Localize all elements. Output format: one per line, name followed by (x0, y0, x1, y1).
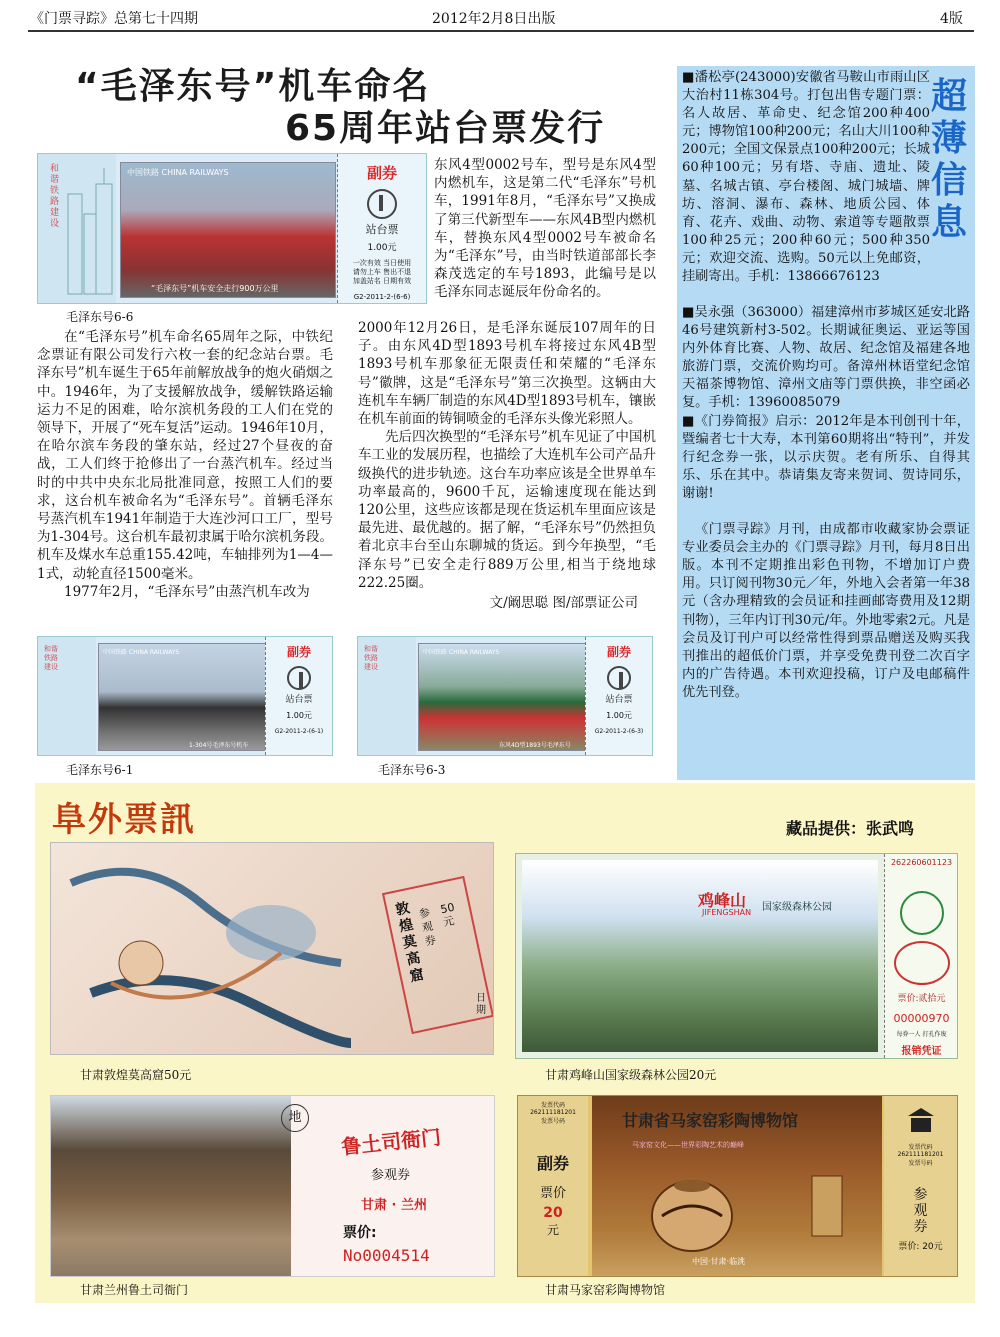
header-rule (28, 30, 974, 32)
majiayao-price-label: 票价 (539, 1186, 566, 1201)
majiayao-fuquan: 副券 (536, 1154, 569, 1173)
ticket-side-art (38, 637, 96, 755)
ticket-serial: G2-2011-2-(6-1) (274, 728, 324, 735)
lutusi-name: 鲁土司衙门 (340, 1124, 443, 1160)
article-col2 (358, 319, 656, 612)
ticket-price: 1.00元 (286, 711, 312, 720)
byline: 文/阚思聪 图/部票证公司 (489, 595, 638, 612)
article-title-line1: “毛泽东号”机车命名 (75, 66, 431, 107)
sidebar-title (929, 76, 969, 244)
page-number: 4版 (940, 11, 963, 27)
fuquan-label: 副券 (366, 164, 397, 182)
railways-label: 中国铁路 CHINA RAILWAYS (423, 649, 500, 656)
photo-caption: 1-304号毛泽东号机车 (189, 742, 249, 749)
collection-provider: 藏品提供：张武鸣 (786, 819, 915, 838)
majiayao-slogan: 马家窑文化——世界彩陶艺术的巅峰 (632, 1141, 744, 1149)
majiayao-location: 中国·甘肃·临洮 (692, 1257, 746, 1266)
photo-caption: 东风4D型1893号毛泽东号 (499, 742, 571, 749)
majiayao-code-2: 262111181201 (897, 1151, 944, 1158)
ticket-side-text: 和谐铁路建设 (44, 645, 58, 671)
sidebar-items-bottom (682, 304, 970, 702)
platform-ticket-label: 站台票 (365, 223, 399, 236)
ticket-stub (265, 637, 332, 755)
sidebar-item-2: ■吴永强（363000）福建漳州市芗城区延安北路46号建筑新村3-502。长期诚征奥运、亚运等国内外体育比赛、人物、故居、纪念馆及福建各地旅游门票，交流价购均可。备漳州林语堂纪念馆天福茶博物馆、漳州文庙等门票供换，非空函必复。手机：13960085079 (682, 305, 970, 411)
fuquan-label: 副券 (606, 645, 631, 659)
caption-6-6: 毛泽东号6-6 (66, 310, 134, 324)
railway-logo-icon (287, 666, 311, 690)
majiayao-code-label: 发票代码 (540, 1102, 565, 1109)
ticket-jifengshan (515, 853, 958, 1059)
article-title-line2: 65周年站台票发行 (285, 108, 606, 149)
platform-ticket-label: 站台票 (285, 695, 313, 705)
ticket-side-art (38, 154, 116, 303)
ticket-side-text: 和谐铁路建设 (364, 645, 378, 671)
lutusi-location: 甘肃 · 兰州 (361, 1198, 427, 1213)
majiayao-num-label-2: 发票号码 (908, 1160, 933, 1167)
majiayao-code: 262111181201 (530, 1109, 576, 1116)
ticket-photo-steam-locomotive (98, 643, 268, 751)
ticket-note: 一次有效 当日使用 请勿上车 售出不退 加盖站名 日期有效 (352, 259, 412, 285)
caption-6-3: 毛泽东号6-3 (378, 763, 446, 777)
info-sidebar (677, 66, 975, 780)
col2-paragraph-bot: 先后四次换型的“毛泽东号”机车见证了中国机车工业的发展历程，也描绘了大连机车公司产品升级换代的进步轨迹。这台车功率应该是全世界单车功率最高的，9600千瓦，运输速度现在能达到120公里，这些应该都是现在货运机车里面应该是最先进、最优越的。据了解，“毛泽东号”仍然担负着北京丰台至山东聊城的货运。到今年换型，“毛泽东号”已安全走行889万公里,相当于绕地球222.25圈。 (358, 429, 656, 591)
mountain-photo (522, 860, 878, 1052)
ticket-majiayao (517, 1095, 958, 1277)
majiayao-num-label: 发票号码 (540, 1118, 565, 1125)
sidebar-title-char: 息 (930, 202, 967, 243)
sidebar-item-1: ■潘松亭(243000)安徽省马鞍山市雨山区大治村11栋304号。打包出售专题门票：名人故居、革命史、纪念馆200种400元；博物馆100种200元；名山大川100种200元；全国文保景点100种200元；长城60种100元；另有塔、寺庙、遗址、陵墓、名城古镇、亭台楼阁、城门城墙、牌坊、溶洞、瀑布、森林、地质公园、体育、花卉、戏曲、动物、索道等专题散票100种25元；200种60元；500种350元；欢迎交流、选购。50元以上免邮资，挂刷寄出。手机：13866676123 (682, 70, 930, 285)
majiayao-sub: 参观券 (913, 1187, 928, 1235)
lutusi-price-label: 票价: (343, 1225, 377, 1241)
majiayao-code-label-2: 发票代码 (908, 1144, 933, 1151)
ticket-price: 1.00元 (367, 243, 397, 253)
seal-stamp-icon (894, 941, 950, 985)
ticket-6-1 (37, 636, 333, 756)
majiayao-right-stub (884, 1096, 957, 1276)
jifengshan-park: 国家级森林公园 (762, 902, 832, 913)
ticket-price: 1.00元 (606, 711, 632, 720)
caption-jifengshan: 甘肃鸡峰山国家级森林公园20元 (545, 1068, 717, 1082)
col1-paragraph: 在“毛泽东号”机车命名65周年之际，中铁纪念票证有限公司发行六枚一套的纪念站台票。毛泽东号”机车诞生于65年前解放战争的炮火硝烟之中。1946年，为了支援解放战争，缓解铁路运输运力不足的困难，哈尔滨机务段的工人们在党的领导下，开展了“死车复活”运动。1946年10月，在哈尔滨车务段的肇东站，经过27个昼夜的奋战，工人们终于抢修出了一台蒸汽机车。经过当时的中共中央东北局批准同意，按照工人们的要求，这台机车被命名为“毛泽东号”。首辆毛泽东号蒸汽机车1941年制造于大连沙河口工厂，型号为1-304号。这台机车最初隶属于哈尔滨机务段。机车及煤水车总重155.42吨，车轴排列为1—4—1式，动轮直径1500毫米。 (37, 329, 333, 582)
sidebar-title-char: 信 (930, 160, 967, 201)
ticket-mogao (50, 842, 494, 1055)
fuwai-title: 阜外票訊 (52, 800, 196, 840)
majiayao-price2: 票价: 20元 (898, 1242, 943, 1252)
caption-majiayao: 甘肃马家窑彩陶博物馆 (545, 1283, 666, 1297)
caption-6-1: 毛泽东号6-1 (66, 763, 134, 777)
sidebar-title-char: 超 (930, 76, 967, 117)
article-col1 (37, 328, 333, 601)
ticket-serial: G2-2011-2-(6-6) (353, 293, 411, 301)
railway-logo-icon (607, 666, 631, 690)
ticket-lutusi (50, 1095, 495, 1277)
jifengshan-en: JIFENGSHAN (702, 908, 752, 917)
mogao-name: 敦煌莫高窟 (394, 900, 426, 986)
sidebar-items-top (682, 69, 930, 286)
sidebar-title-char: 薄 (930, 118, 967, 159)
col2-paragraph-top: 东风4型0002号车，型号是东风4型内燃机车，这是第二代“毛泽东”号机车，1991年8月，“毛泽东号”又换成了第三代新型车——东风4B型内燃机车，替换东风4型0002号车被命名为“毛泽东”号，由当时铁道部部长李森茂选定的车号1893，此编号是以毛泽东同志诞辰年份命名的。 (434, 157, 656, 301)
issue-date: 2012年2月8日出版 (432, 11, 556, 27)
mogao-sub: 参观券 (417, 905, 438, 949)
city-skyline-icon (38, 154, 116, 305)
ticket-6-3 (357, 636, 653, 756)
ticket-side-art (358, 637, 416, 755)
lutusi-serial: No0004514 (343, 1246, 430, 1265)
caption-mogao: 甘肃敦煌莫高窟50元 (80, 1068, 192, 1082)
ticket-serial: G2-2011-2-(6-3) (594, 728, 644, 735)
ticket-photo-ceremony (120, 162, 336, 298)
jifengshan-note: 每券一人 打孔作废 (896, 1031, 947, 1038)
temple-photo (51, 1096, 291, 1276)
jifengshan-price: 票价:贰拾元 (897, 994, 946, 1004)
ticket-stub (585, 637, 652, 755)
jifengshan-name: 鸡峰山 (698, 891, 747, 910)
railway-logo-icon (367, 189, 397, 219)
jifengshan-number: 262260601123 (890, 858, 953, 867)
museum-building-icon (906, 1106, 936, 1134)
mogao-date: 日期 (476, 993, 486, 1016)
ticket-side-text: 和谐铁路建设 (50, 164, 60, 229)
caption-lutusi: 甘肃兰州鲁土司衙门 (80, 1283, 189, 1297)
majiayao-price: 20 (543, 1205, 563, 1221)
jifengshan-serial: 00000970 (893, 1012, 950, 1025)
majiayao-stub (518, 1096, 588, 1276)
issue-label: 《门票寻踪》总第七十四期 (30, 11, 198, 27)
sidebar-item-4: 《门票寻踪》月刊，由成都市收藏家协会票证专业委员会主办的《门票寻踪》月刊，每月8日出版。本刊不定期推出彩色刊物，不增加订户费用。只订阅刊物30元／年，外地入会者第一年38元（含办理精致的会员证和挂画邮寄费用及12期刊物），三年内订刊30元/年。外地零索2元。凡是会员及订刊户可以经常性得到票品赠送及购买我刊推出的超低价门票，并享受免费刊登二次百字内的广告待遇。本刊欢迎投稿，订户及电邮稿件优先刊登。 (682, 522, 970, 700)
jifengshan-stub (884, 854, 958, 1058)
photo-caption: “毛泽东号”机车安全走行900万公里 (151, 284, 279, 293)
col1-paragraph-b: 1977年2月，“毛泽东号”由蒸汽机车改为 (64, 583, 310, 600)
railways-label: 中国铁路 CHINA RAILWAYS (127, 168, 229, 177)
lutusi-di-badge: 地 (281, 1104, 309, 1132)
jifengshan-voucher: 报销凭证 (901, 1046, 942, 1057)
fuquan-label: 副券 (286, 645, 311, 659)
article-col2-top (434, 156, 656, 302)
pottery-photo (592, 1096, 882, 1276)
ticket-photo-diesel-locomotive (418, 643, 588, 751)
ticket-stub (337, 154, 426, 303)
apsara-painting-icon (51, 843, 381, 1054)
col2-paragraph-mid: 2000年12月26日，是毛泽东诞辰107周年的日子。由东风4D型1893号机车将接过东风4B型1893号机车那象征无限责任和荣耀的“毛泽东号”徽牌，这是“毛泽东号”第三次换型。这辆由大连机车车辆厂制造的东风4D型1893号机车，镶嵌在机车前面的铸铜喷金的毛泽东头像光彩照人。 (358, 320, 656, 428)
ticket-6-6 (37, 153, 427, 304)
majiayao-title: 甘肃省马家窑彩陶博物馆 (622, 1111, 799, 1130)
sidebar-item-3: ■《门券简报》启示：2012年是本刊创刊十年，暨编者七十大寿，本刊第60期将出“特刊”，并发行纪念券一张，以示庆贺。老有所乐、自得其乐、乐在其中。恭请集友寄来贺词、贺诗同乐，谢谢! (682, 413, 970, 501)
forest-logo-icon (900, 891, 944, 935)
platform-ticket-label: 站台票 (605, 695, 633, 705)
lutusi-sub: 参观券 (371, 1168, 411, 1183)
railways-label: 中国铁路 CHINA RAILWAYS (103, 649, 180, 656)
majiayao-unit: 元 (546, 1223, 559, 1237)
mogao-price: 50元 (439, 900, 456, 930)
